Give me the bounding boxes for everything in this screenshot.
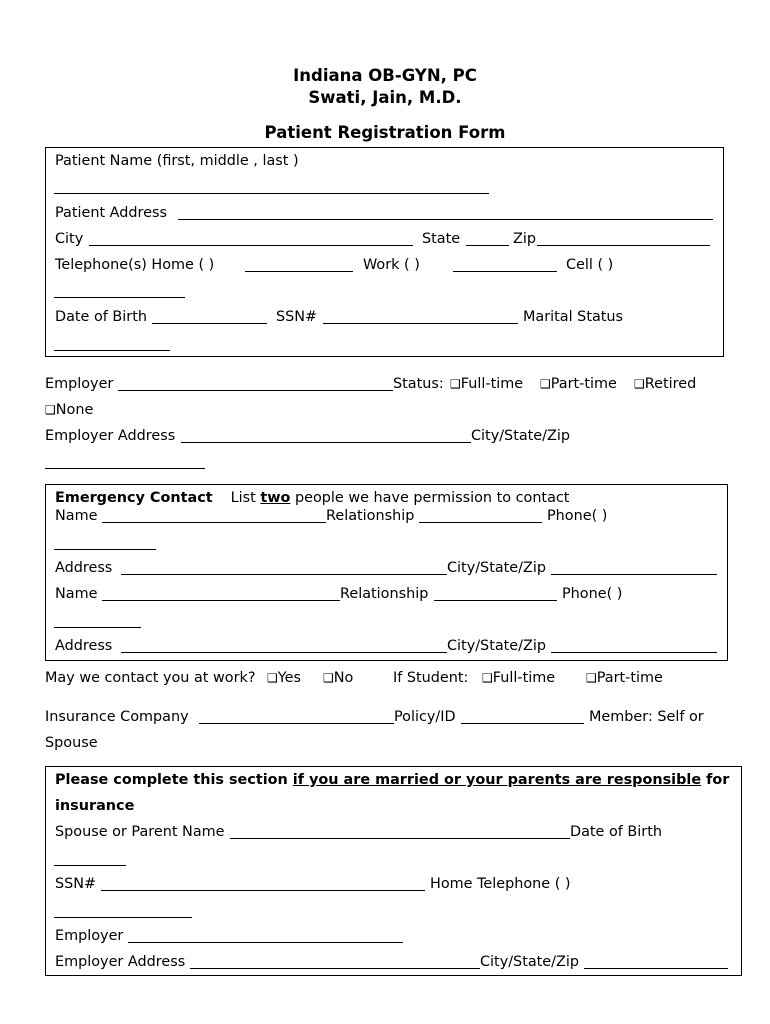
policy-id-field[interactable] — [461, 723, 584, 724]
form-title: Patient Registration Form — [264, 123, 506, 142]
emergency-2-address-label: Address — [55, 638, 113, 654]
checkbox-icon[interactable]: ❑ — [482, 671, 493, 685]
ssn-label: SSN# — [276, 309, 318, 325]
emergency-1-address-label: Address — [55, 560, 113, 576]
status-none-text: None — [55, 402, 94, 418]
insurance-company-label: Insurance Company — [45, 709, 189, 725]
emergency-1-name-field[interactable] — [102, 522, 326, 523]
employer-city-state-zip-label: City/State/Zip — [471, 428, 570, 444]
employer-label: Employer — [45, 376, 114, 392]
home-phone-field[interactable] — [245, 271, 353, 272]
spouse-ssn-label: SSN# — [55, 876, 97, 892]
student-full-time-option[interactable] — [482, 669, 555, 687]
responsible-heading-post: for — [701, 772, 730, 788]
emergency-1-name-label: Name — [55, 508, 98, 524]
contact-work-yes-text: Yes — [277, 670, 301, 686]
cell-phone-label: Cell ( ) — [566, 257, 614, 273]
spouse-employer-address-field[interactable] — [190, 968, 480, 969]
spouse-city-state-zip-field[interactable] — [584, 968, 728, 969]
emergency-1-city-state-zip-field[interactable] — [551, 574, 717, 575]
state-label: State — [422, 231, 461, 247]
employment-status-label: Status: — [393, 376, 444, 392]
marital-status-field[interactable] — [54, 350, 170, 351]
responsible-party-box — [45, 766, 742, 976]
contact-work-no-option[interactable] — [323, 669, 353, 687]
status-part-time-text: Part-time — [550, 376, 617, 392]
spouse-dob-field[interactable] — [54, 865, 126, 866]
spouse-city-state-zip-label: City/State/Zip — [480, 954, 579, 970]
spouse-employer-field[interactable] — [128, 942, 403, 943]
emergency-contact-title: Emergency Contact — [55, 490, 213, 506]
responsible-party-heading — [55, 771, 729, 789]
member-spouse-label: Spouse — [45, 735, 98, 751]
spouse-home-telephone-field[interactable] — [54, 917, 192, 918]
emergency-2-name-field[interactable] — [102, 600, 340, 601]
checkbox-icon[interactable]: ❑ — [586, 671, 597, 685]
ssn-field[interactable] — [323, 323, 518, 324]
checkbox-icon[interactable]: ❑ — [450, 377, 461, 391]
status-full-time-text: Full-time — [460, 376, 524, 392]
checkbox-icon[interactable]: ❑ — [634, 377, 645, 391]
emergency-2-phone-field[interactable] — [54, 627, 141, 628]
emergency-2-relationship-label: Relationship — [340, 586, 429, 602]
emergency-1-address-field[interactable] — [121, 574, 447, 575]
patient-name-label: Patient Name (first, middle , last ) — [55, 153, 299, 169]
emergency-1-phone-label: Phone( ) — [547, 508, 608, 524]
student-part-time-option[interactable] — [586, 669, 663, 687]
status-retired-option[interactable] — [634, 375, 696, 393]
spouse-parent-name-field[interactable] — [230, 838, 570, 839]
city-field[interactable] — [89, 245, 413, 246]
date-of-birth-label: Date of Birth — [55, 309, 147, 325]
contact-at-work-question: May we contact you at work? — [45, 670, 256, 686]
patient-address-label: Patient Address — [55, 205, 167, 221]
contact-work-yes-option[interactable] — [267, 669, 301, 687]
status-retired-text: Retired — [644, 376, 697, 392]
student-full-time-text: Full-time — [492, 670, 556, 686]
checkbox-icon[interactable]: ❑ — [540, 377, 551, 391]
zip-field[interactable] — [537, 245, 710, 246]
cell-phone-field[interactable] — [54, 297, 185, 298]
employer-field[interactable] — [118, 390, 393, 391]
status-full-time-option[interactable] — [450, 375, 523, 393]
emergency-1-phone-field[interactable] — [54, 549, 156, 550]
checkbox-icon[interactable]: ❑ — [267, 671, 278, 685]
city-label: City — [55, 231, 84, 247]
student-label: If Student: — [393, 670, 469, 686]
member-label: Member: Self or — [589, 709, 704, 725]
spouse-employer-address-label: Employer Address — [55, 954, 186, 970]
telephone-home-label: Telephone(s) Home ( ) — [55, 257, 215, 273]
marital-status-label: Marital Status — [523, 309, 624, 325]
patient-name-field[interactable] — [54, 193, 489, 194]
contact-work-no-text: No — [333, 670, 354, 686]
doctor-name: Swati, Jain, M.D. — [308, 88, 462, 107]
practice-name: Indiana OB-GYN, PC — [293, 66, 477, 85]
work-phone-label: Work ( ) — [363, 257, 420, 273]
responsible-party-heading-line2: insurance — [55, 798, 135, 814]
state-field[interactable] — [466, 245, 509, 246]
insurance-company-field[interactable] — [199, 723, 394, 724]
status-part-time-option[interactable] — [540, 375, 617, 393]
checkbox-icon[interactable]: ❑ — [45, 403, 56, 417]
emergency-2-relationship-field[interactable] — [434, 600, 557, 601]
date-of-birth-field[interactable] — [152, 323, 267, 324]
spouse-home-telephone-label: Home Telephone ( ) — [430, 876, 571, 892]
emergency-intro-pre: List — [230, 490, 261, 506]
spouse-ssn-field[interactable] — [101, 890, 425, 891]
responsible-heading-pre: Please complete this section — [55, 772, 293, 788]
emergency-contact-intro — [55, 489, 569, 507]
student-part-time-text: Part-time — [596, 670, 663, 686]
spouse-employer-label: Employer — [55, 928, 124, 944]
employer-city-state-zip-field[interactable] — [45, 468, 205, 469]
spouse-dob-label: Date of Birth — [570, 824, 662, 840]
spouse-parent-name-label: Spouse or Parent Name — [55, 824, 225, 840]
employer-address-label: Employer Address — [45, 428, 176, 444]
checkbox-icon[interactable]: ❑ — [323, 671, 334, 685]
emergency-intro-emphasis: two — [260, 490, 291, 506]
emergency-1-relationship-field[interactable] — [419, 522, 542, 523]
emergency-2-name-label: Name — [55, 586, 98, 602]
emergency-intro-post: people we have permission to contact — [290, 490, 570, 506]
status-none-option[interactable] — [45, 401, 93, 419]
policy-id-label: Policy/ID — [394, 709, 456, 725]
emergency-2-city-state-zip-field[interactable] — [551, 652, 717, 653]
emergency-2-phone-label: Phone( ) — [562, 586, 623, 602]
work-phone-field[interactable] — [453, 271, 557, 272]
patient-address-field[interactable] — [178, 219, 713, 220]
emergency-1-relationship-label: Relationship — [326, 508, 415, 524]
emergency-2-city-state-zip-label: City/State/Zip — [447, 638, 546, 654]
zip-label: Zip — [513, 231, 536, 247]
emergency-2-address-field[interactable] — [121, 652, 447, 653]
responsible-heading-underlined: if you are married or your parents are responsible — [292, 772, 702, 788]
employer-address-field[interactable] — [181, 442, 471, 443]
emergency-1-city-state-zip-label: City/State/Zip — [447, 560, 546, 576]
